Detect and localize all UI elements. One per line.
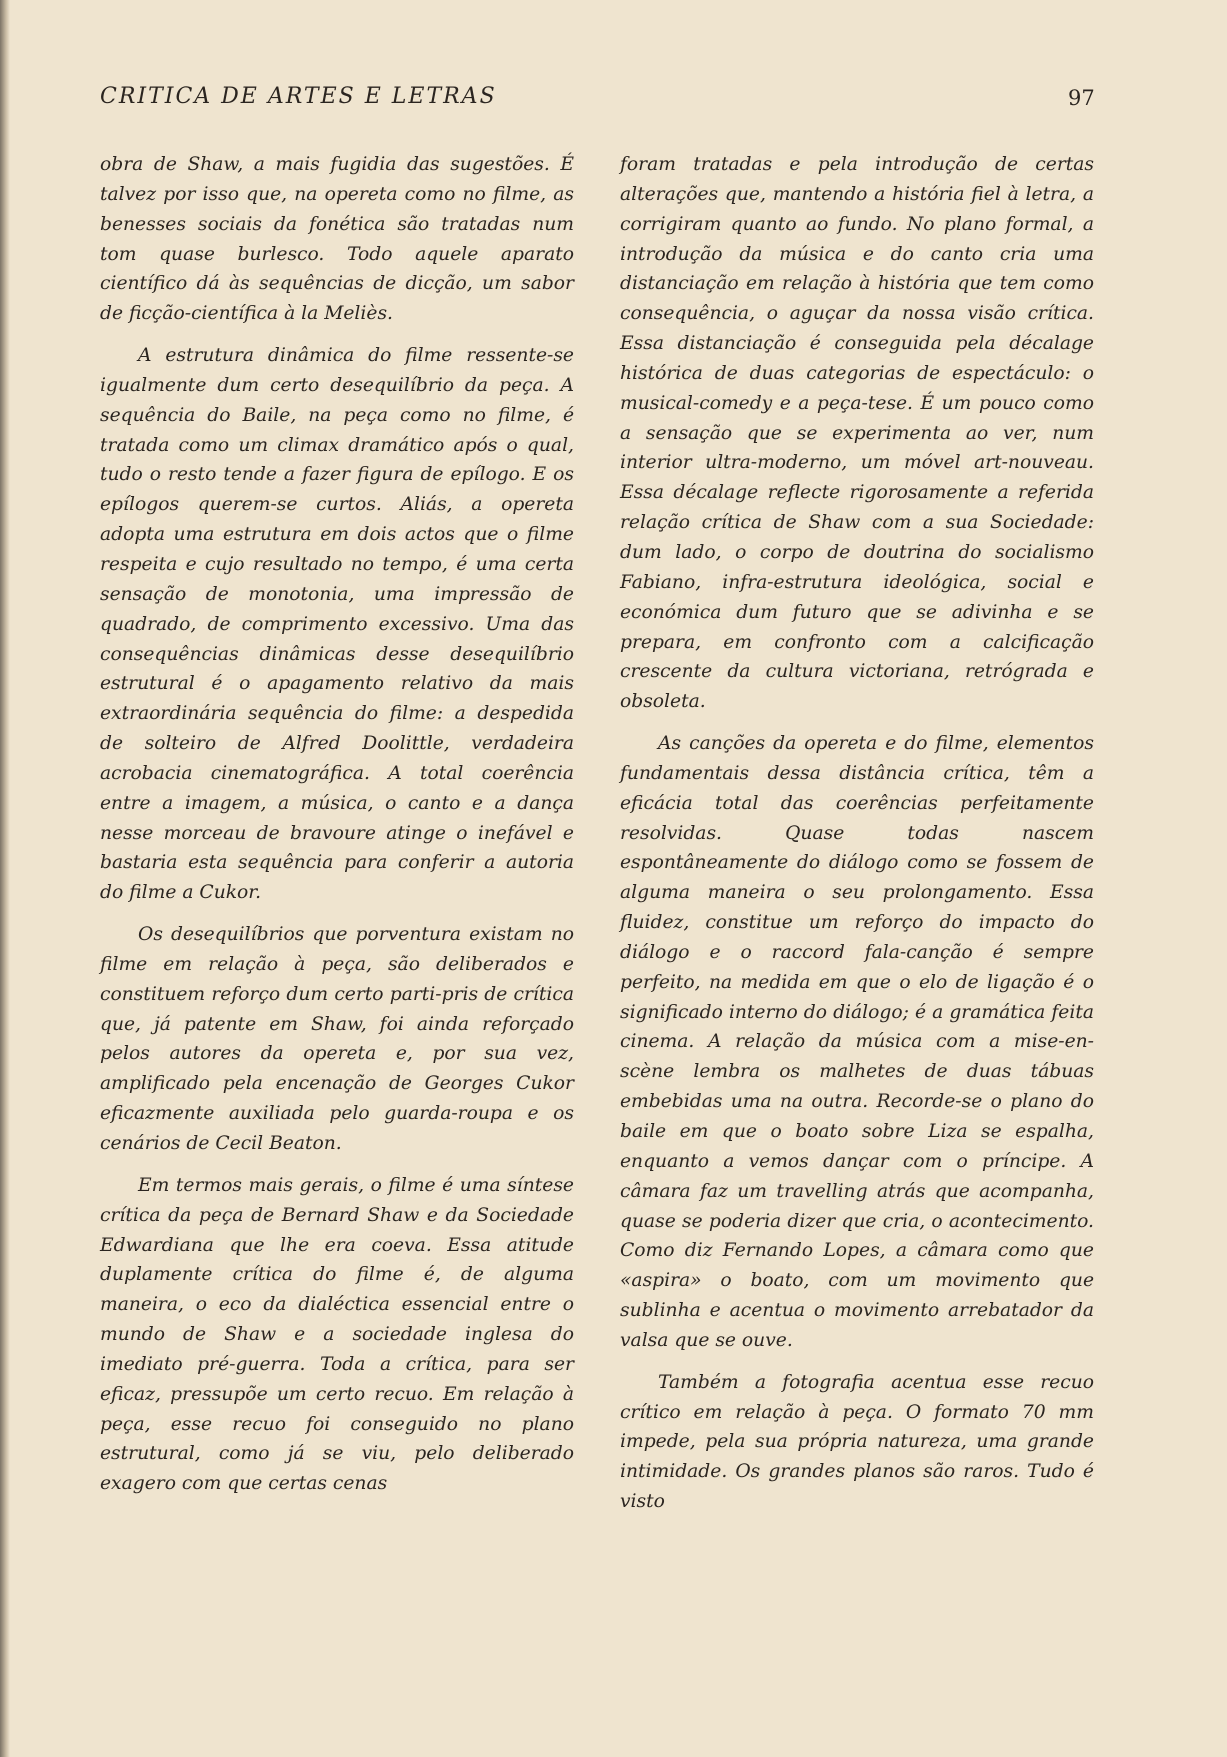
right-column <box>620 150 1094 1517</box>
left-column <box>100 150 574 1499</box>
paragraph: foram tratadas e pela introdução de certas alterações que, mantendo a história fiel à letra, a corrigiram quanto ao fundo. No plano formal, a introdução da música e do canto cria uma distanciação em relação à história que tem como consequência, o aguçar da nossa visão crítica. Essa distanciação é conseguida pela décalage histórica de duas categorias de espectáculo: o musical-comedy e a peça-tese. É um pouco como a sensação que se experimenta ao ver, num interior ultra-moderno, um móvel art-nouveau. Essa décalage reflecte rigorosamente a referida relação crítica de Shaw com a sua Sociedade: dum lado, o corpo de doutrina do socialismo Fabiano, infra-estrutura ideológica, social e económica dum futuro que se adivinha e se prepara, em confronto com a calcificação crescente da cultura victoriana, retrógrada e obsoleta. <box>620 154 1094 713</box>
paragraph: obra de Shaw, a mais fugidia das sugestões. É talvez por isso que, na opereta como no filme, as benesses sociais da fonética são tratadas num tom quase burlesco. Todo aquele aparato científico dá às sequências de dicção, um sabor de ficção-científica à la Meliès. <box>100 154 574 325</box>
paragraph: Também a fotografia acentua esse recuo crítico em relação à peça. O formato 70 mm impede, pela sua própria natureza, uma grande intimidade. Os grandes planos são raros. Tudo é visto <box>620 1371 1094 1513</box>
page-binding-edge <box>0 0 10 1757</box>
running-head: CRITICA DE ARTES E LETRAS <box>100 84 497 109</box>
paragraph: Os desequilíbrios que porventura existam no filme em relação à peça, são deliberados e constituem reforço dum certo parti-pris de crítica que, já patente em Shaw, foi ainda reforçado pelos autores da opereta e, por sua vez, amplificado pela encenação de Georges Cukor eficazmente auxiliada pelo guarda-roupa e os cenários de Cecil Beaton. <box>100 924 574 1154</box>
paragraph: As canções da opereta e do filme, elementos fundamentais dessa distância crítica, têm a eficácia total das coerências perfeitamente resolvidas. Quase todas nascem espontâneamente do diálogo como se fossem de alguma maneira o seu prolongamento. Essa fluidez, constitue um reforço do impacto do diálogo e o raccord fala-canção é sempre perfeito, na medida em que o elo de ligação é o significado interno do diálogo; é a gramática feita cinema. A relação da música com a mise-en-scène lembra os malhetes de duas tábuas embebidas uma na outra. Recorde-se o plano do baile em que o boato sobre Liza se espalha, enquanto a vemos dançar com o príncipe. A câmara faz um travelling atrás que acompanha, quase se poderia dizer que cria, o acontecimento. Como diz Fernando Lopes, a câmara como que «aspira» o boato, com um movimento que sublinha e acentua o movimento arrebatador da valsa que se ouve. <box>620 733 1094 1351</box>
paragraph: A estrutura dinâmica do filme ressente-se igualmente dum certo desequilíbrio da peça. A sequência do Baile, na peça como no filme, é tratada como um climax dramático após o qual, tudo o resto tende a fazer figura de epílogo. E os epílogos querem-se curtos. Aliás, a opereta adopta uma estrutura em dois actos que o filme respeita e cujo resultado no tempo, é uma certa sensação de monotonia, uma impressão de quadrado, de comprimento excessivo. Uma das consequências dinâmicas desse desequilíbrio estrutural é o apagamento relativo da mais extraordinária sequência do filme: a despedida de solteiro de Alfred Doolittle, verdadeira acrobacia cinematográfica. A total coerência entre a imagem, a música, o canto e a dança nesse morceau de bravoure atinge o inefável e bastaria esta sequência para conferir a autoria do filme a Cukor. <box>100 345 574 904</box>
page-number: 97 <box>1068 86 1095 110</box>
paragraph: Em termos mais gerais, o filme é uma síntese crítica da peça de Bernard Shaw e da Sociedade Edwardiana que lhe era coeva. Essa atitude duplamente crítica do filme é, de alguma maneira, o eco da dialéctica essencial entre o mundo de Shaw e a sociedade inglesa do imediato pré-guerra. Toda a crítica, para ser eficaz, pressupõe um certo recuo. Em relação à peça, esse recuo foi conseguido no plano estrutural, como já se viu, pelo deliberado exagero com que certas cenas <box>100 1174 574 1495</box>
